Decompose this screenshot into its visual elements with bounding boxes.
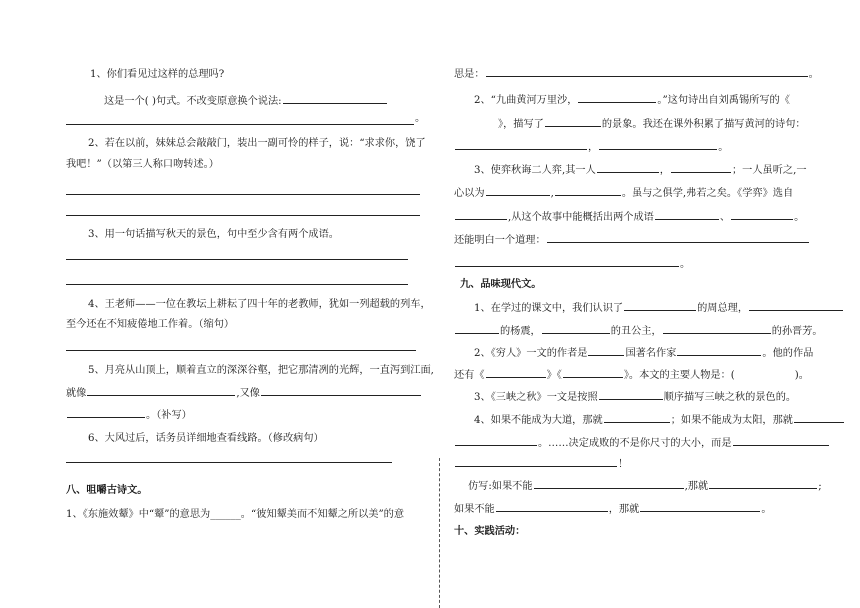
text: 的周总理， — [697, 303, 749, 314]
text: 心以为 — [454, 188, 485, 199]
question-1-prompt-text: 这是一个( )句式。不改变原意换个说法: — [104, 96, 282, 107]
answer-blank[interactable] — [486, 66, 808, 77]
text: 3、使弈秋诲二人弈,其一人 — [474, 165, 596, 176]
answer-blank[interactable] — [542, 323, 610, 334]
text: 顺序描写三峡之秋的景色的。 — [663, 392, 797, 403]
answer-blank[interactable] — [578, 92, 656, 103]
r2-line3 — [454, 139, 728, 155]
n2-line1 — [474, 345, 813, 361]
answer-line[interactable] — [66, 194, 420, 195]
answer-blank[interactable] — [455, 139, 587, 150]
answer-blank[interactable] — [486, 367, 546, 378]
answer-blank[interactable] — [455, 209, 507, 220]
answer-blank[interactable] — [624, 300, 696, 311]
answer-blank[interactable] — [283, 93, 387, 104]
question-5-line3 — [66, 407, 192, 423]
text: ; — [818, 481, 822, 492]
text: 的丑公主， — [610, 326, 662, 337]
imitation-line2 — [454, 501, 772, 517]
imitation-line1 — [468, 478, 822, 494]
question-2-line1: 2、若在以前，妹妹总会敲敲门，装出一副可怜的样子，说：“求求你，饶了 — [88, 138, 426, 149]
text: ，那就 — [608, 504, 640, 515]
question-5-line2 — [66, 385, 422, 401]
answer-blank[interactable] — [709, 478, 817, 489]
section-10-heading: 十、实践活动： — [454, 526, 526, 537]
answer-blank[interactable] — [749, 300, 843, 311]
text: 4、如果不能成为大道，那就 — [474, 415, 603, 426]
r3-line4 — [454, 232, 810, 248]
n1-line1 — [474, 300, 844, 316]
n3 — [474, 389, 796, 405]
text: 》。本文的主要人物是：( — [623, 370, 735, 381]
answer-blank[interactable] — [794, 412, 844, 423]
punct: 。 — [415, 113, 426, 124]
text: 2、“九曲黄河万里沙， — [474, 95, 578, 106]
r1 — [454, 66, 819, 82]
n1-line2 — [454, 323, 823, 339]
answer-blank[interactable] — [545, 116, 601, 127]
question-4-line1: 4、王老师——一位在教坛上耕耘了四十年的老教师，犹如一列超载的列车， — [88, 299, 431, 310]
text: 。 — [718, 142, 729, 153]
question-6: 6、大风过后，话务员详细地查看线路。（修改病句） — [88, 433, 324, 444]
answer-blank[interactable] — [655, 209, 719, 220]
answer-blank[interactable] — [455, 256, 679, 267]
section-8-heading: 八、咀嚼古诗文。 — [66, 485, 148, 496]
n2-line2 — [454, 367, 809, 383]
r3-line5 — [454, 256, 690, 272]
text: 。”这句诗出自刘禹锡所写的《 — [657, 95, 790, 106]
answer-blank[interactable] — [486, 185, 550, 196]
answer-blank[interactable] — [733, 435, 829, 446]
answer-blank[interactable] — [563, 367, 623, 378]
answer-blank[interactable] — [604, 412, 670, 423]
answer-blank[interactable] — [534, 478, 684, 489]
answer-blank[interactable] — [455, 456, 617, 467]
n4-line2 — [454, 435, 830, 451]
text: ！ — [618, 459, 629, 470]
answer-blank[interactable] — [599, 139, 717, 150]
n4-line3 — [454, 456, 628, 472]
column-divider — [439, 458, 440, 608]
answer-blank[interactable] — [496, 501, 608, 512]
text: 、 — [719, 212, 731, 223]
text: 。虽与之俱学,弗若之矣。《学弈》选自 — [621, 188, 794, 199]
question-1-prompt — [104, 93, 388, 109]
r3-line2 — [454, 185, 793, 201]
r3-line1 — [474, 162, 807, 178]
answer-blank[interactable] — [261, 385, 421, 396]
text: 。 — [808, 69, 819, 80]
answer-blank[interactable] — [663, 323, 771, 334]
text: 。 — [680, 259, 691, 270]
question-4-line2: 至今还在不知疲倦地工作着。（缩句） — [66, 319, 235, 330]
section-8-question-1: 1、《东施效颦》中“颦”的意思为______。“彼知颦美而不知颦之所以美”的意 — [66, 509, 405, 520]
answer-blank[interactable] — [671, 162, 731, 173]
text: ；一人虽听之,一 — [731, 165, 807, 176]
text: 还有《 — [454, 370, 485, 381]
answer-blank[interactable] — [455, 435, 537, 446]
question-2-line2: 我吧！”（以第三人称口吻转述。） — [66, 159, 219, 170]
text: 2、《穷人》一文的作者是 — [474, 348, 588, 359]
text: 》，描写了 — [498, 119, 544, 130]
answer-blank[interactable] — [677, 345, 761, 356]
text: 》《 — [546, 370, 562, 381]
answer-line[interactable] — [66, 350, 416, 351]
section-9-heading: 九、品味现代文。 — [460, 279, 542, 290]
text: ,又像 — [236, 388, 260, 399]
text: 。 — [761, 504, 772, 515]
text: )。 — [794, 370, 809, 381]
text: 的景象。我还在课外积累了描写黄河的诗句： — [601, 119, 806, 130]
text: ， — [659, 165, 670, 176]
answer-blank[interactable] — [597, 162, 659, 173]
text: 仿写:如果不能 — [468, 481, 533, 492]
text: 思是： — [454, 69, 485, 80]
text: ， — [588, 142, 599, 153]
answer-line[interactable] — [66, 462, 392, 463]
answer-blank[interactable] — [547, 232, 809, 243]
answer-blank[interactable] — [588, 345, 624, 356]
question-1: 1、你们看见过这样的总理吗? — [90, 69, 225, 80]
answer-line[interactable] — [66, 124, 414, 125]
r3-line3 — [454, 209, 804, 225]
answer-blank[interactable] — [555, 185, 621, 196]
text: 1、在学过的课文中，我们认识了 — [474, 303, 624, 314]
question-5-line1: 5、月亮从山顶上，顺着直立的深深谷壑，把它那清冽的光辉，一直泻到江面, — [88, 365, 434, 376]
answer-line[interactable] — [66, 259, 408, 260]
text: ,从这个故事中能概括出两个成语 — [508, 212, 654, 223]
text: 。他的作品 — [762, 348, 814, 359]
text: ；如果不能成为太阳，那就 — [670, 415, 793, 426]
r2-line2 — [498, 116, 806, 132]
text: 就像 — [66, 388, 87, 399]
text: , — [550, 188, 554, 199]
answer-blank[interactable] — [640, 501, 760, 512]
r2-line1 — [474, 92, 790, 108]
question-3: 3、用一句话描写秋天的景色，句中至少含有两个成语。 — [88, 229, 339, 240]
text: ,那就 — [684, 481, 709, 492]
text: 。 — [794, 212, 805, 223]
answer-line[interactable] — [66, 284, 408, 285]
text: 3、《三峡之秋》一文是按照 — [474, 392, 598, 403]
text: 。（补写） — [146, 410, 192, 421]
text: 。……决定成败的不是你尺寸的大小，而是 — [538, 438, 732, 449]
answer-blank[interactable] — [455, 323, 499, 334]
text: 的杨震， — [500, 326, 541, 337]
text: 国著名作家 — [625, 348, 677, 359]
answer-blank[interactable] — [731, 209, 793, 220]
text: 如果不能 — [454, 504, 495, 515]
answer-blank[interactable] — [67, 407, 145, 418]
answer-blank[interactable] — [87, 385, 235, 396]
text: 还能明白一个道理： — [454, 235, 546, 246]
answer-line[interactable] — [66, 215, 420, 216]
answer-blank[interactable] — [599, 389, 663, 400]
text: 的孙晋芳。 — [771, 326, 823, 337]
n4-line1 — [474, 412, 845, 428]
